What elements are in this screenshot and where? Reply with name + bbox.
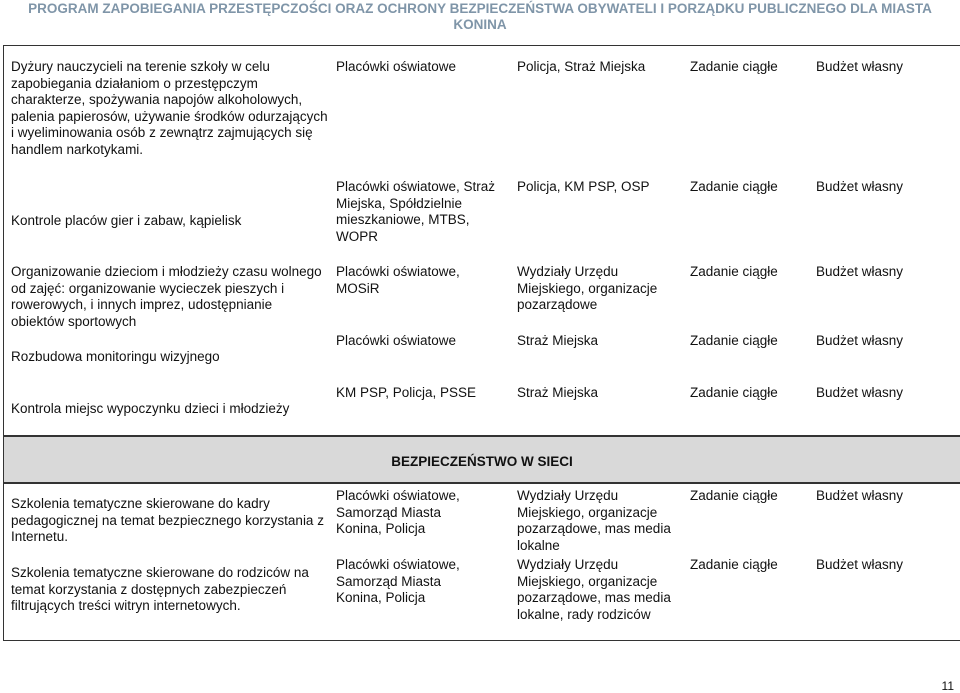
partners-cell: Policja, KM PSP, OSP — [517, 179, 650, 194]
funding-cell: Budżet własny — [816, 179, 904, 194]
executor-cell: Placówki oświatowe, Samorząd Miasta Konina, Policja — [336, 557, 460, 605]
table-block-lower — [3, 483, 960, 641]
task-cell: Szkolenia tematyczne skierowane do kadry pedagogicznej na temat bezpiecznego korzystania z Internetu. — [11, 496, 324, 544]
funding-cell: Budżet własny — [816, 557, 904, 572]
funding-cell: Budżet własny — [816, 59, 904, 74]
task-cell: Szkolenia tematyczne skierowane do rodziców na temat korzystania z dostępnych zabezpieczeń filtrujących treści witryn internetowych. — [11, 565, 309, 613]
task-cell: Kontrola miejsc wypoczynku dzieci i młodzieży — [11, 401, 290, 416]
deadline-cell: Zadanie ciągłe — [690, 59, 778, 74]
executor-cell: Placówki oświatowe — [336, 333, 457, 348]
deadline-cell: Zadanie ciągłe — [690, 488, 778, 503]
header-line-2: KONINA — [453, 17, 507, 32]
task-cell: Rozbudowa monitoringu wizyjnego — [11, 349, 220, 364]
partners-cell: Straż Miejska — [517, 333, 599, 348]
partners-cell: Straż Miejska — [517, 385, 599, 400]
deadline-cell: Zadanie ciągłe — [690, 264, 778, 279]
deadline-cell: Zadanie ciągłe — [690, 557, 778, 572]
executor-cell: KM PSP, Policja, PSSE — [336, 385, 477, 400]
executor-cell: Placówki oświatowe, Straż Miejska, Spółdzielnie mieszkaniowe, MTBS, WOPR — [336, 179, 496, 244]
partners-cell: Wydziały Urzędu Miejskiego, organizacje pozarządowe, mas media lokalne — [517, 488, 671, 553]
deadline-cell: Zadanie ciągłe — [690, 333, 778, 348]
partners-cell: Policja, Straż Miejska — [517, 59, 646, 74]
funding-cell: Budżet własny — [816, 385, 904, 400]
task-cell: Kontrole placów gier i zabaw, kąpielisk — [11, 213, 242, 228]
task-cell: Organizowanie dzieciom i młodzieży czasu wolnego od zajęć: organizowanie wycieczek pieszych i rowerowych, i innych imprez, udostępnianie obiektów sportowych — [11, 264, 322, 329]
deadline-cell: Zadanie ciągłe — [690, 385, 778, 400]
header-line-1: PROGRAM ZAPOBIEGANIA PRZESTĘPCZOŚCI ORAZ OCHRONY BEZPIECZEŃSTWA OBYWATELI I PORZĄDKU PUBLICZNEGO DLA MIASTA — [28, 1, 932, 16]
executor-cell: Placówki oświatowe, MOSiR — [336, 264, 460, 296]
partners-cell: Wydziały Urzędu Miejskiego, organizacje pozarządowe — [517, 264, 658, 312]
table-block-upper — [3, 45, 960, 436]
funding-cell: Budżet własny — [816, 264, 904, 279]
partners-cell: Wydziały Urzędu Miejskiego, organizacje pozarządowe, mas media lokalne, rady rodziców — [517, 557, 671, 622]
section-band — [3, 436, 960, 483]
document-header — [0, 0, 960, 39]
funding-cell: Budżet własny — [816, 488, 904, 503]
page-number: 11 — [941, 679, 954, 693]
funding-cell: Budżet własny — [816, 333, 904, 348]
executor-cell: Placówki oświatowe, Samorząd Miasta Konina, Policja — [336, 488, 460, 536]
executor-cell: Placówki oświatowe — [336, 59, 457, 74]
task-cell: Dyżury nauczycieli na terenie szkoły w celu zapobiegania działaniom o przestępczym charakterze, spożywania napojów alkoholowych, palenia papierosów, używanie środków odurzających i wyeliminowania osób z zewnątrz zajmujących się handlem narkotykami. — [11, 59, 328, 157]
deadline-cell: Zadanie ciągłe — [690, 179, 778, 194]
section-title: BEZPIECZEŃSTWO W SIECI — [391, 454, 573, 469]
